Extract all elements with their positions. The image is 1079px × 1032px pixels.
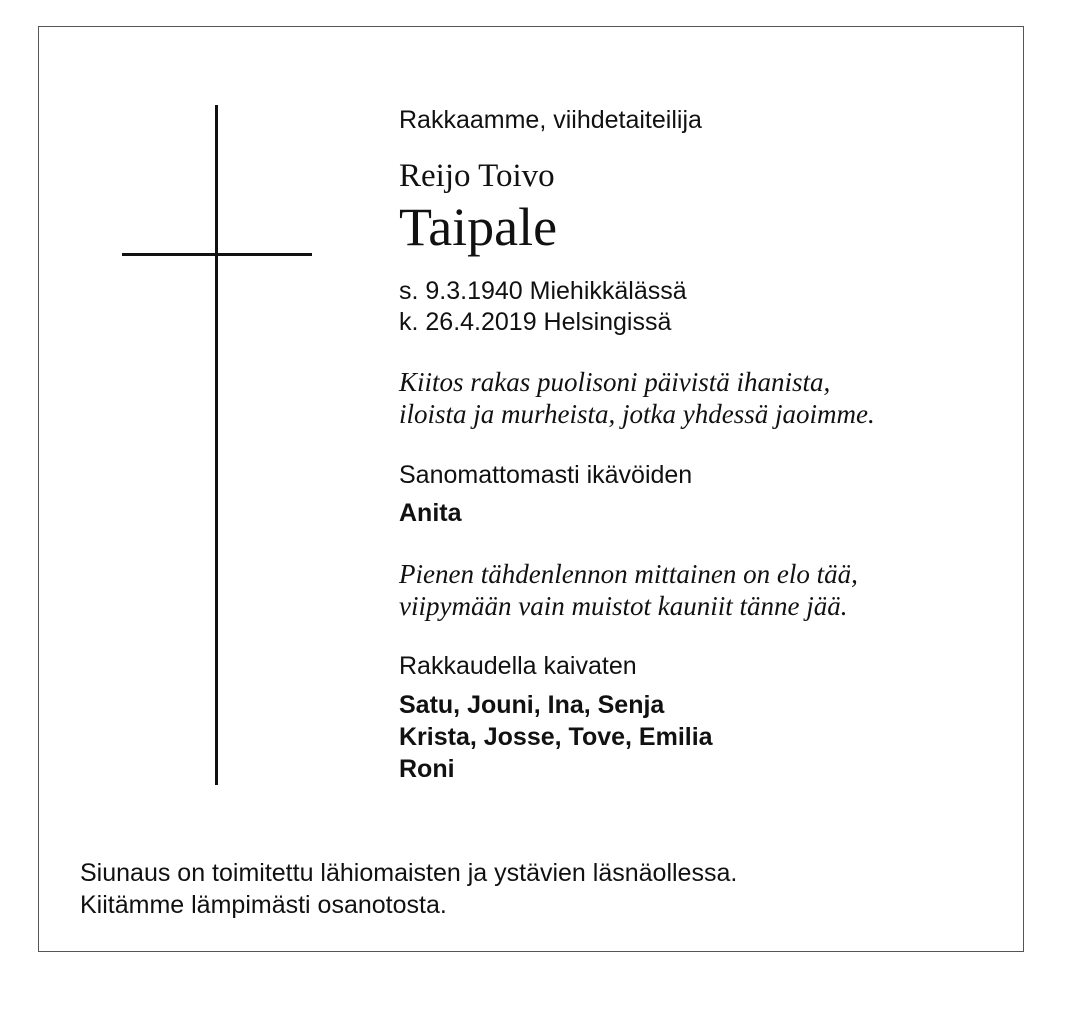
footer-text xyxy=(80,857,737,921)
footer-line: Kiitämme lämpimästi osanotosta. xyxy=(80,891,447,919)
intro-text: Rakkaamme, viihdetaiteilija xyxy=(399,106,702,134)
mourners-1-names: Anita xyxy=(399,499,462,527)
verse-1 xyxy=(399,366,875,430)
verse-1-line: Kiitos rakas puolisoni päivistä ihanista, xyxy=(399,367,831,397)
life-dates xyxy=(399,276,687,338)
mourner-names-line: Satu, Jouni, Ina, Senja xyxy=(399,691,665,719)
footer-line: Siunaus on toimitettu lähiomaisten ja ystävien läsnäollessa. xyxy=(80,859,738,887)
given-names: Reijo Toivo xyxy=(399,158,555,194)
cross-vertical-bar xyxy=(215,105,218,785)
mourner-names-line: Roni xyxy=(399,755,455,783)
mourner-names-line: Krista, Josse, Tove, Emilia xyxy=(399,723,713,751)
surname: Taipale xyxy=(399,197,558,257)
cross-horizontal-bar xyxy=(122,253,312,256)
verse-2-line: viipymään vain muistot kauniit tänne jää. xyxy=(399,591,848,621)
mourners-2-label: Rakkaudella kaivaten xyxy=(399,652,637,680)
verse-2-line: Pienen tähdenlennon mittainen on elo tää, xyxy=(399,559,858,589)
death-date: k. 26.4.2019 Helsingissä xyxy=(399,308,672,336)
verse-2 xyxy=(399,558,858,622)
birth-date: s. 9.3.1940 Miehikkälässä xyxy=(399,277,687,305)
mourners-2-names xyxy=(399,689,713,785)
mourners-1-label: Sanomattomasti ikävöiden xyxy=(399,461,693,489)
verse-1-line: iloista ja murheista, jotka yhdessä jaoimme. xyxy=(399,399,875,429)
